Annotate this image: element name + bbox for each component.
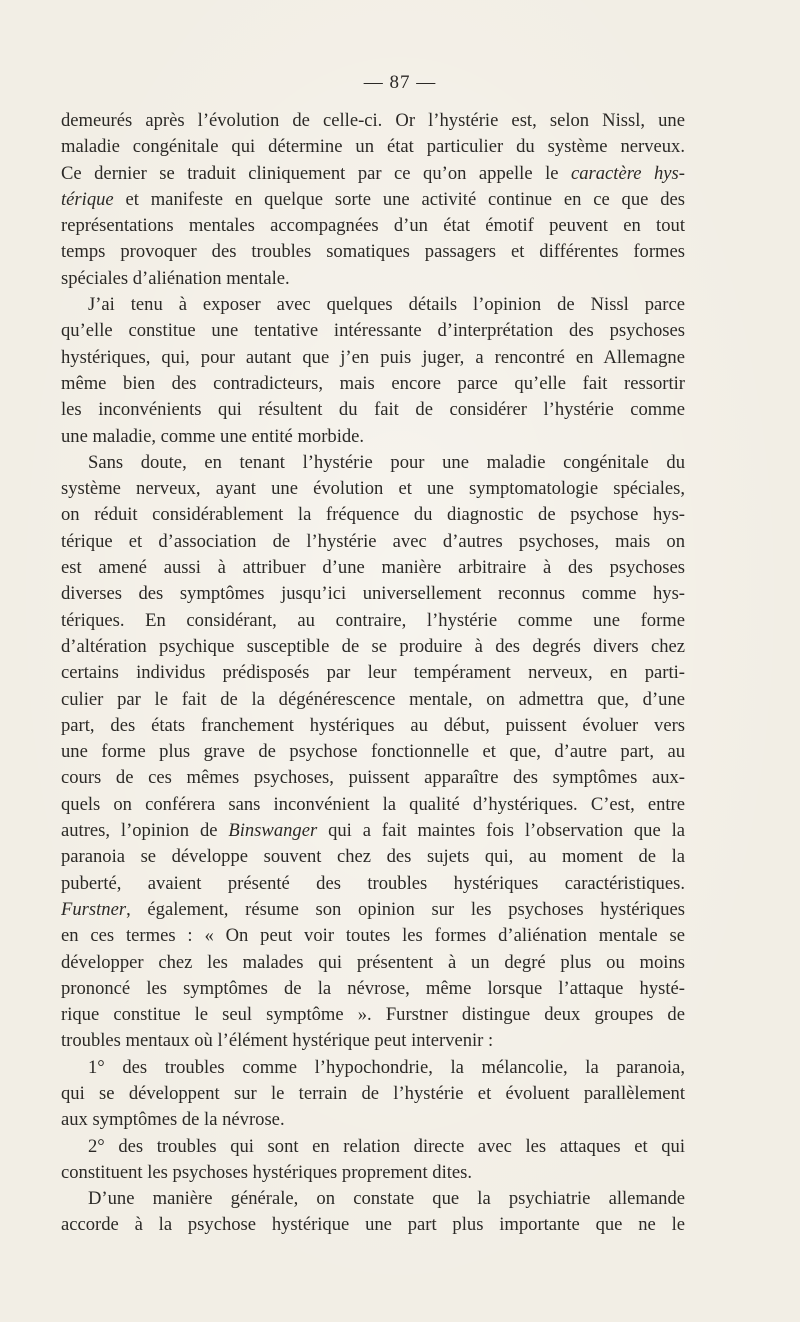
text-segment: autres, l’opinion de [61, 820, 229, 842]
text-line [61, 818, 685, 844]
page-number: — 87 — [363, 72, 437, 93]
italic-text: caractère hys- [570, 162, 685, 184]
text-segment: tériques. En considérant, au contraire, l’hystérie comme une forme [61, 609, 685, 631]
text-segment: cours de ces mêmes psychoses, puissent apparaître des symptômes aux- [61, 767, 685, 789]
text-line [61, 476, 685, 502]
text-line [61, 424, 685, 450]
text-line [61, 397, 685, 423]
text-segment: puberté, avaient présenté des troubles hystériques caractéristiques. [61, 872, 685, 894]
text-segment: et manifeste en quelque sorte une activité continue en ce que des [113, 188, 685, 210]
text-segment: qu’elle constitue une tentative intéressante d’interprétation des psychoses [61, 320, 685, 342]
text-segment: , également, résume son opinion sur les psychoses hystériques [126, 898, 685, 920]
text-line [61, 897, 685, 923]
text-segment: développer chez les malades qui présentent à un degré plus ou moins [61, 951, 685, 973]
text-line [61, 1134, 685, 1160]
text-segment: hystériques, qui, pour autant que j’en puis juger, a rencontré en Allemagne [61, 346, 685, 368]
text-segment: térique et d’association de l’hystérie avec d’autres psychoses, mais on [61, 530, 685, 552]
text-line [61, 1107, 685, 1133]
text-segment: qui se développent sur le terrain de l’hystérie et évoluent parallèlement [61, 1082, 685, 1104]
text-line [61, 318, 685, 344]
text-line [61, 634, 685, 660]
text-line [61, 1055, 685, 1081]
text-line [61, 844, 685, 870]
text-line [61, 529, 685, 555]
text-line [61, 502, 685, 528]
text-line [61, 292, 685, 318]
text-segment: en ces termes : « On peut voir toutes les formes d’aliénation mentale se [61, 925, 685, 947]
text-segment: paranoia se développe souvent chez des sujets qui, au moment de la [61, 846, 685, 868]
text-segment: accorde à la psychose hystérique une part plus importante que ne le [61, 1214, 685, 1236]
text-segment: culier par le fait de la dégénérescence mentale, on admettra que, d’une [61, 688, 685, 710]
text-line [61, 1081, 685, 1107]
text-line [61, 765, 685, 791]
text-segment: constituent les psychoses hystériques proprement dites. [61, 1161, 473, 1183]
text-line [61, 555, 685, 581]
text-segment: une forme plus grave de psychose fonctionnelle et que, d’autre part, au [61, 741, 685, 763]
text-segment: d’altération psychique susceptible de se produire à des degrés divers chez [61, 635, 685, 657]
text-segment: prononcé les symptômes de la névrose, même lorsque l’attaque hysté- [61, 977, 685, 999]
text-segment: maladie congénitale qui détermine un état particulier du système nerveux. [61, 136, 685, 158]
text-line [61, 134, 685, 160]
text-line [61, 187, 685, 213]
text-line [61, 1212, 685, 1238]
text-segment: 2° des troubles qui sont en relation directe avec les attaques et qui [88, 1135, 685, 1157]
text-segment: certains individus prédisposés par leur tempérament nerveux, en parti- [61, 662, 685, 684]
text-segment: les inconvénients qui résultent du fait de considérer l’hystérie comme [61, 399, 685, 421]
text-line [61, 1160, 685, 1186]
text-segment: représentations mentales accompagnées d’un état émotif peuvent en tout [61, 215, 685, 237]
text-line [61, 976, 685, 1002]
text-line [61, 345, 685, 371]
text-segment: est amené aussi à attribuer d’une manière arbitraire à des psychoses [61, 557, 685, 579]
italic-text: Furstner [61, 898, 127, 920]
italic-text: Binswanger [228, 820, 318, 842]
text-line [61, 871, 685, 897]
text-segment: demeurés après l’évolution de celle-ci. Or l’hystérie est, selon Nissl, une [61, 110, 685, 131]
text-segment: quels on conférera sans inconvénient la qualité d’hystériques. C’est, entre [61, 793, 685, 815]
text-segment: même bien des contradicteurs, mais encore parce qu’elle fait ressortir [61, 372, 685, 394]
text-segment: J’ai tenu à exposer avec quelques détails l’opinion de Nissl parce [88, 294, 685, 316]
text-segment: diverses des symptômes jusqu’ici universellement reconnus comme hys- [61, 583, 685, 605]
text-line [61, 923, 685, 949]
text-segment: troubles mentaux où l’élément hystérique peut intervenir : [61, 1030, 494, 1052]
text-line [61, 608, 685, 634]
text-line [61, 108, 685, 134]
text-segment: Sans doute, en tenant l’hystérie pour une maladie congénitale du [88, 451, 685, 473]
text-line [61, 1186, 685, 1212]
italic-text: térique [61, 188, 114, 210]
text-segment: Ce dernier se traduit cliniquement par ce qu’on appelle le [61, 162, 571, 184]
text-segment: part, des états franchement hystériques au début, puissent évoluer vers [61, 714, 685, 736]
text-line [61, 161, 685, 187]
text-segment: aux symptômes de la névrose. [61, 1109, 285, 1131]
text-line [61, 1028, 685, 1054]
text-segment: 1° des troubles comme l’hypochondrie, la mélancolie, la paranoia, [88, 1056, 685, 1078]
text-segment: système nerveux, ayant une évolution et une symptomatologie spéciales, [61, 478, 685, 500]
text-line [61, 713, 685, 739]
text-line [61, 371, 685, 397]
text-line [61, 687, 685, 713]
text-line [61, 266, 685, 292]
body-text [61, 108, 685, 1239]
text-line [61, 792, 685, 818]
text-line [61, 950, 685, 976]
text-line [61, 239, 685, 265]
text-line [61, 660, 685, 686]
text-segment: une maladie, comme une entité morbide. [61, 425, 365, 447]
text-line [61, 1002, 685, 1028]
text-line [61, 581, 685, 607]
text-segment: D’une manière générale, on constate que la psychiatrie allemande [88, 1188, 685, 1210]
text-segment: on réduit considérablement la fréquence du diagnostic de psychose hys- [61, 504, 685, 526]
text-segment: rique constitue le seul symptôme ». Furstner distingue deux groupes de [61, 1004, 685, 1026]
text-segment: spéciales d’aliénation mentale. [61, 267, 290, 289]
text-segment: qui a fait maintes fois l’observation que la [317, 820, 685, 842]
text-line [61, 739, 685, 765]
text-line [61, 450, 685, 476]
text-segment: temps provoquer des troubles somatiques passagers et différentes formes [61, 241, 685, 263]
text-line [61, 213, 685, 239]
